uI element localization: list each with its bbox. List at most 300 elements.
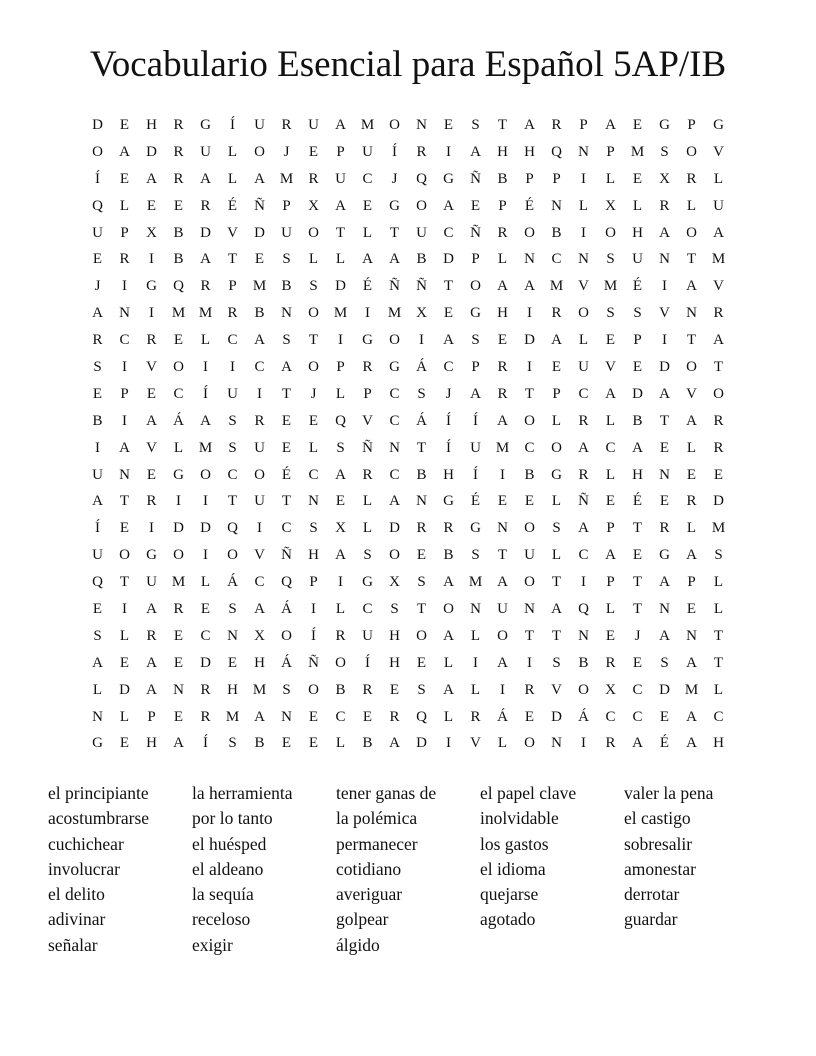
grid-letter: A: [443, 627, 454, 644]
grid-letter: É: [227, 197, 238, 214]
grid-letter: S: [228, 735, 237, 752]
grid-letter: O: [416, 627, 427, 644]
grid-letter: P: [606, 520, 615, 537]
grid-letter: T: [416, 439, 427, 456]
grid-letter: D: [200, 654, 211, 671]
grid-letter: A: [713, 224, 724, 241]
grid-letter: X: [389, 574, 400, 591]
grid-letter: C: [389, 412, 400, 429]
grid-letter: D: [335, 278, 346, 295]
word-item: amonestar: [624, 858, 696, 879]
grid-letter: O: [686, 359, 697, 376]
grid-letter: M: [252, 681, 267, 698]
grid-letter: R: [416, 143, 427, 160]
word-list: [48, 781, 768, 958]
grid-letter: G: [713, 117, 724, 133]
grid-letter: É: [659, 735, 670, 752]
grid-letter: U: [362, 143, 373, 160]
word-item: el aldeano: [192, 858, 264, 879]
grid-letter: G: [659, 117, 670, 133]
grid-letter: L: [335, 601, 346, 618]
grid-letter: A: [443, 574, 454, 591]
grid-letter: E: [632, 359, 643, 376]
grid-letter: E: [470, 197, 481, 214]
grid-letter: E: [308, 708, 319, 725]
grid-letter: R: [146, 493, 157, 510]
grid-letter: I: [446, 143, 451, 160]
grid-letter: H: [254, 654, 265, 671]
grid-letter: A: [659, 627, 670, 644]
grid-row: [84, 302, 732, 329]
grid-letter: T: [524, 627, 535, 644]
grid-letter: E: [632, 117, 643, 133]
grid-letter: N: [308, 493, 319, 510]
grid-letter: I: [230, 359, 235, 376]
grid-row: [84, 275, 732, 302]
grid-letter: O: [227, 547, 238, 564]
grid-letter: E: [524, 493, 535, 510]
grid-letter: R: [335, 627, 346, 644]
grid-letter: A: [686, 654, 697, 671]
grid-letter: A: [254, 601, 265, 618]
grid-letter: P: [606, 143, 615, 160]
grid-row: [84, 706, 732, 733]
grid-letter: U: [281, 224, 292, 241]
grid-letter: S: [606, 251, 615, 268]
grid-letter: A: [605, 547, 616, 564]
grid-letter: A: [470, 143, 481, 160]
grid-letter: Í: [95, 520, 100, 537]
grid-letter: R: [686, 170, 697, 187]
grid-letter: E: [119, 654, 130, 671]
word-item: cuchichear: [48, 833, 124, 854]
grid-letter: G: [146, 547, 157, 564]
grid-letter: R: [497, 224, 508, 241]
grid-letter: X: [254, 627, 265, 644]
grid-row: [84, 195, 732, 222]
grid-letter: D: [254, 224, 265, 241]
grid-letter: A: [713, 332, 724, 349]
grid-letter: Ñ: [362, 439, 373, 456]
grid-letter: E: [686, 601, 697, 618]
grid-letter: E: [497, 493, 508, 510]
grid-letter: T: [524, 385, 535, 402]
grid-letter: L: [92, 681, 103, 698]
grid-row: [84, 248, 732, 275]
grid-letter: E: [659, 708, 670, 725]
grid-letter: M: [171, 305, 186, 322]
grid-letter: J: [391, 170, 398, 187]
grid-letter: R: [119, 251, 130, 268]
grid-letter: I: [95, 439, 100, 456]
grid-letter: J: [310, 385, 317, 402]
grid-letter: A: [92, 654, 103, 671]
grid-letter: Á: [281, 654, 292, 671]
grid-letter: O: [173, 359, 184, 376]
grid-letter: I: [122, 601, 127, 618]
grid-letter: P: [606, 574, 615, 591]
grid-letter: B: [632, 412, 643, 429]
grid-letter: T: [632, 574, 643, 591]
grid-letter: I: [446, 735, 451, 752]
grid-letter: E: [443, 117, 454, 133]
grid-letter: Í: [446, 412, 451, 429]
grid-letter: T: [713, 627, 724, 644]
grid-letter: B: [92, 412, 103, 429]
word-item: quejarse: [480, 884, 539, 905]
grid-letter: N: [227, 627, 238, 644]
grid-letter: L: [227, 143, 238, 160]
grid-letter: C: [578, 385, 589, 402]
grid-letter: A: [686, 735, 697, 752]
grid-letter: T: [416, 601, 427, 618]
grid-letter: V: [551, 681, 562, 698]
grid-letter: L: [686, 197, 697, 214]
grid-letter: M: [387, 305, 402, 322]
grid-letter: L: [335, 735, 346, 752]
grid-letter: V: [578, 278, 589, 295]
word-item: permanecer: [336, 833, 418, 854]
page-title: Vocabulario Esencial para Español 5AP/IB: [89, 44, 727, 85]
grid-letter: I: [122, 278, 127, 295]
grid-letter: H: [443, 466, 454, 483]
grid-letter: R: [200, 278, 211, 295]
grid-letter: U: [524, 547, 535, 564]
grid-letter: I: [311, 601, 316, 618]
grid-letter: O: [524, 520, 535, 537]
grid-letter: R: [173, 117, 184, 133]
grid-letter: D: [659, 359, 670, 376]
grid-letter: U: [200, 143, 211, 160]
grid-letter: I: [581, 735, 586, 752]
grid-letter: J: [283, 143, 290, 160]
grid-letter: P: [687, 574, 696, 591]
grid-letter: L: [578, 332, 589, 349]
grid-letter: A: [632, 735, 643, 752]
grid-letter: I: [473, 654, 478, 671]
grid-letter: P: [633, 332, 642, 349]
grid-letter: T: [443, 278, 454, 295]
grid-letter: A: [173, 735, 184, 752]
grid-letter: E: [605, 493, 616, 510]
grid-letter: A: [605, 385, 616, 402]
grid-letter: H: [146, 735, 157, 752]
grid-letter: Q: [551, 143, 562, 160]
grid-letter: O: [578, 305, 589, 322]
word-item: álgido: [336, 934, 380, 955]
grid-letter: I: [257, 385, 262, 402]
grid-letter: U: [497, 601, 508, 618]
grid-letter: A: [686, 278, 697, 295]
grid-letter: T: [686, 251, 697, 268]
word-item: el huésped: [192, 833, 267, 854]
grid-letter: A: [605, 117, 616, 133]
grid-letter: C: [362, 170, 373, 187]
grid-letter: R: [227, 305, 238, 322]
grid-letter: Á: [281, 601, 292, 618]
grid-letter: M: [198, 305, 213, 322]
grid-letter: P: [471, 359, 480, 376]
grid-letter: A: [497, 278, 508, 295]
grid-letter: L: [713, 681, 724, 698]
grid-letter: A: [146, 654, 157, 671]
grid-letter: N: [416, 493, 427, 510]
grid-row: [84, 383, 732, 410]
grid-letter: C: [362, 601, 373, 618]
word-item: acostumbrarse: [48, 808, 150, 829]
grid-letter: Q: [578, 601, 589, 618]
grid-letter: N: [119, 305, 130, 322]
grid-letter: G: [389, 197, 400, 214]
grid-letter: P: [120, 224, 129, 241]
grid-letter: V: [470, 735, 481, 752]
grid-letter: L: [632, 197, 643, 214]
grid-letter: É: [281, 466, 292, 483]
grid-letter: X: [335, 520, 346, 537]
grid-letter: L: [686, 520, 697, 537]
word-item: la polémica: [336, 808, 418, 829]
grid-letter: M: [252, 278, 267, 295]
grid-letter: B: [362, 735, 373, 752]
grid-letter: B: [551, 224, 562, 241]
grid-letter: C: [524, 439, 535, 456]
grid-letter: G: [146, 278, 157, 295]
grid-letter: Í: [230, 117, 235, 133]
word-item: señalar: [48, 934, 98, 955]
grid-letter: E: [119, 520, 130, 537]
grid-letter: A: [254, 332, 265, 349]
grid-letter: E: [92, 601, 103, 618]
grid-letter: A: [389, 251, 400, 268]
grid-letter: C: [713, 708, 724, 725]
grid-letter: O: [254, 143, 265, 160]
grid-row: [84, 571, 732, 598]
grid-letter: T: [632, 601, 643, 618]
word-item: averiguar: [336, 884, 403, 905]
grid-letter: R: [659, 197, 670, 214]
grid-letter: E: [389, 681, 400, 698]
grid-letter: S: [660, 654, 669, 671]
grid-letter: T: [281, 493, 292, 510]
grid-letter: Á: [497, 708, 508, 725]
grid-letter: R: [146, 627, 157, 644]
word-item: derrotar: [624, 884, 680, 905]
grid-letter: M: [603, 278, 618, 295]
grid-letter: E: [524, 708, 535, 725]
grid-letter: R: [362, 466, 373, 483]
grid-letter: R: [173, 143, 184, 160]
grid-letter: S: [282, 251, 291, 268]
grid-letter: U: [362, 627, 373, 644]
grid-letter: E: [173, 627, 184, 644]
grid-letter: Í: [365, 654, 370, 671]
grid-row: [84, 329, 732, 356]
grid-letter: Á: [416, 359, 427, 376]
grid-letter: Í: [446, 439, 451, 456]
grid-letter: R: [713, 305, 724, 322]
grid-letter: Á: [578, 708, 589, 725]
grid-letter: A: [686, 412, 697, 429]
grid-letter: A: [443, 681, 454, 698]
grid-letter: L: [308, 251, 319, 268]
grid-letter: R: [470, 708, 481, 725]
grid-letter: B: [173, 224, 184, 241]
grid-letter: R: [578, 466, 589, 483]
grid-letter: L: [686, 439, 697, 456]
grid-letter: H: [227, 681, 238, 698]
grid-letter: R: [200, 708, 211, 725]
grid-letter: D: [119, 681, 130, 698]
grid-letter: Q: [416, 170, 427, 187]
grid-letter: Ñ: [308, 654, 319, 671]
grid-letter: D: [524, 332, 535, 349]
grid-letter: R: [362, 359, 373, 376]
grid-letter: J: [94, 278, 101, 295]
grid-letter: L: [362, 493, 373, 510]
grid-letter: G: [92, 735, 103, 752]
grid-letter: R: [497, 385, 508, 402]
grid-letter: R: [551, 117, 562, 133]
grid-letter: P: [552, 385, 561, 402]
grid-letter: L: [551, 412, 562, 429]
letter-grid: [84, 114, 732, 759]
grid-letter: I: [527, 359, 532, 376]
grid-letter: X: [605, 197, 616, 214]
grid-letter: A: [497, 654, 508, 671]
grid-letter: L: [605, 412, 616, 429]
grid-letter: E: [443, 305, 454, 322]
grid-letter: D: [713, 493, 724, 510]
grid-letter: C: [632, 708, 643, 725]
grid-letter: O: [524, 412, 535, 429]
grid-letter: V: [227, 224, 238, 241]
grid-letter: O: [389, 547, 400, 564]
grid-letter: V: [605, 359, 616, 376]
grid-letter: A: [146, 601, 157, 618]
grid-letter: Q: [416, 708, 427, 725]
grid-letter: G: [362, 332, 373, 349]
grid-letter: G: [389, 359, 400, 376]
grid-letter: S: [633, 305, 642, 322]
grid-letter: O: [416, 197, 427, 214]
grid-letter: B: [416, 466, 427, 483]
word-item: exigir: [192, 934, 233, 955]
grid-letter: C: [227, 466, 238, 483]
grid-letter: T: [389, 224, 400, 241]
grid-letter: S: [228, 601, 237, 618]
grid-letter: Ñ: [578, 493, 589, 510]
grid-letter: V: [659, 305, 670, 322]
grid-letter: A: [578, 520, 589, 537]
grid-letter: Ñ: [389, 278, 400, 295]
grid-letter: I: [662, 278, 667, 295]
grid-letter: Á: [416, 412, 427, 429]
grid-letter: N: [578, 251, 589, 268]
grid-letter: S: [660, 143, 669, 160]
grid-letter: G: [551, 466, 562, 483]
grid-letter: N: [578, 627, 589, 644]
word-item: el castigo: [624, 808, 691, 829]
grid-letter: R: [713, 412, 724, 429]
grid-letter: A: [443, 332, 454, 349]
grid-letter: E: [146, 197, 157, 214]
grid-letter: V: [146, 359, 157, 376]
grid-letter: M: [198, 439, 213, 456]
grid-letter: O: [497, 627, 508, 644]
grid-row: [84, 544, 732, 571]
grid-letter: R: [605, 654, 616, 671]
grid-letter: Í: [311, 627, 316, 644]
grid-letter: R: [578, 412, 589, 429]
grid-letter: N: [497, 520, 508, 537]
grid-letter: O: [173, 547, 184, 564]
grid-letter: B: [443, 547, 454, 564]
grid-letter: L: [713, 574, 724, 591]
grid-letter: H: [632, 224, 643, 241]
grid-letter: T: [281, 385, 292, 402]
word-column: [336, 781, 480, 958]
grid-letter: U: [416, 224, 427, 241]
grid-letter: L: [362, 224, 373, 241]
grid-letter: P: [147, 708, 156, 725]
grid-letter: A: [281, 359, 292, 376]
word-item: el papel clave: [480, 783, 577, 803]
grid-letter: H: [524, 143, 535, 160]
grid-letter: D: [416, 735, 427, 752]
grid-letter: C: [308, 466, 319, 483]
word-item: golpear: [336, 909, 389, 930]
grid-letter: N: [173, 681, 184, 698]
grid-letter: U: [632, 251, 643, 268]
grid-letter: I: [500, 466, 505, 483]
grid-letter: E: [632, 170, 643, 187]
grid-letter: I: [203, 493, 208, 510]
word-column: [48, 781, 192, 958]
grid-letter: Í: [203, 735, 208, 752]
grid-letter: R: [308, 170, 319, 187]
word-item: sobresalir: [624, 833, 693, 854]
grid-letter: A: [200, 251, 211, 268]
grid-letter: R: [605, 735, 616, 752]
grid-letter: S: [309, 520, 318, 537]
grid-letter: U: [254, 117, 265, 133]
grid-letter: M: [684, 681, 699, 698]
grid-letter: C: [119, 332, 130, 349]
grid-letter: D: [632, 385, 643, 402]
grid-letter: E: [605, 332, 616, 349]
grid-letter: L: [470, 627, 481, 644]
grid-letter: B: [578, 654, 589, 671]
grid-letter: U: [92, 224, 103, 241]
grid-letter: O: [578, 681, 589, 698]
grid-letter: Q: [281, 574, 292, 591]
grid-letter: S: [336, 439, 345, 456]
grid-letter: I: [581, 224, 586, 241]
grid-letter: H: [497, 305, 508, 322]
grid-letter: I: [581, 170, 586, 187]
grid-letter: A: [389, 493, 400, 510]
grid-letter: O: [308, 359, 319, 376]
grid-letter: X: [146, 224, 157, 241]
grid-letter: I: [338, 332, 343, 349]
grid-letter: S: [471, 547, 480, 564]
grid-letter: A: [335, 547, 346, 564]
grid-letter: O: [605, 224, 616, 241]
grid-letter: S: [363, 547, 372, 564]
grid-letter: H: [497, 143, 508, 160]
grid-letter: É: [632, 493, 643, 510]
grid-letter: U: [470, 439, 481, 456]
